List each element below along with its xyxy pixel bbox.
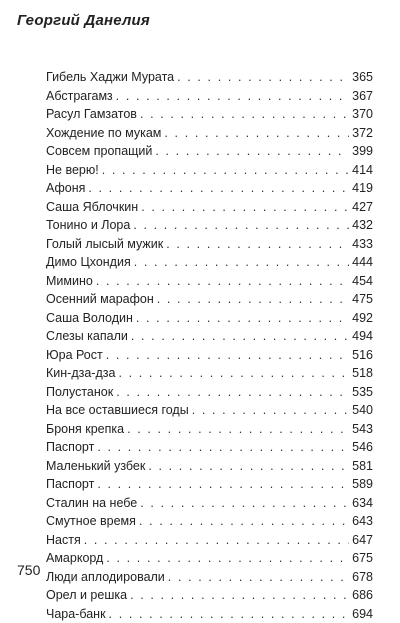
- toc-entry-title: Осенний марафон: [46, 290, 154, 309]
- toc-entry-page: 365: [352, 68, 373, 87]
- toc-entry: [46, 253, 373, 272]
- toc-entry: [46, 216, 373, 235]
- toc-entry: [46, 105, 373, 124]
- toc-entry: [46, 124, 373, 143]
- toc-dot-leader: [136, 309, 349, 328]
- toc-entry-title: Хождение по мукам: [46, 124, 161, 143]
- toc-entry-title: Сталин на небе: [46, 494, 137, 513]
- toc-dot-leader: [106, 549, 349, 568]
- toc-entry-title: Совсем пропащий: [46, 142, 152, 161]
- toc-entry-title: Саша Володин: [46, 309, 133, 328]
- toc-entry-page: 370: [352, 105, 373, 124]
- toc-entry-page: 492: [352, 309, 373, 328]
- toc-entry: [46, 235, 373, 254]
- toc-entry-page: 546: [352, 438, 373, 457]
- toc-entry-page: 516: [352, 346, 373, 365]
- toc-entry: [46, 549, 373, 568]
- toc-entry-page: 581: [352, 457, 373, 476]
- table-of-contents: [46, 68, 373, 623]
- toc-entry-title: Мимино: [46, 272, 93, 291]
- toc-entry-page: 643: [352, 512, 373, 531]
- toc-entry: [46, 142, 373, 161]
- toc-entry-title: Абстрагамз: [46, 87, 113, 106]
- toc-entry-title: Полустанок: [46, 383, 113, 402]
- toc-entry: [46, 475, 373, 494]
- running-head: Георгий Данелия: [17, 12, 150, 29]
- toc-entry: [46, 586, 373, 605]
- toc-entry: [46, 346, 373, 365]
- toc-entry: [46, 179, 373, 198]
- toc-entry-page: 367: [352, 87, 373, 106]
- toc-entry-title: Люди аплодировали: [46, 568, 165, 587]
- toc-dot-leader: [166, 235, 349, 254]
- toc-entry-page: 427: [352, 198, 373, 217]
- toc-entry-title: Афоня: [46, 179, 85, 198]
- toc-dot-leader: [97, 475, 349, 494]
- toc-dot-leader: [140, 494, 349, 513]
- toc-entry: [46, 272, 373, 291]
- toc-entry-page: 444: [352, 253, 373, 272]
- toc-dot-leader: [134, 253, 349, 272]
- toc-entry-page: 686: [352, 586, 373, 605]
- toc-entry-title: Настя: [46, 531, 81, 550]
- toc-entry-title: Слезы капали: [46, 327, 128, 346]
- toc-dot-leader: [131, 327, 349, 346]
- toc-entry-title: Чара-банк: [46, 605, 106, 623]
- toc-dot-leader: [84, 531, 349, 550]
- toc-entry-page: 589: [352, 475, 373, 494]
- toc-entry-title: Гибель Хаджи Мурата: [46, 68, 174, 87]
- toc-entry: [46, 290, 373, 309]
- toc-entry: [46, 327, 373, 346]
- toc-entry-page: 399: [352, 142, 373, 161]
- toc-entry-page: 634: [352, 494, 373, 513]
- toc-entry-page: 432: [352, 216, 373, 235]
- toc-entry-page: 494: [352, 327, 373, 346]
- toc-entry: [46, 401, 373, 420]
- toc-entry: [46, 87, 373, 106]
- toc-entry-page: 675: [352, 549, 373, 568]
- toc-entry: [46, 309, 373, 328]
- toc-entry: [46, 568, 373, 587]
- toc-entry-page: 647: [352, 531, 373, 550]
- toc-dot-leader: [88, 179, 349, 198]
- toc-entry: [46, 605, 373, 623]
- toc-entry: [46, 512, 373, 531]
- toc-dot-leader: [168, 568, 349, 587]
- toc-entry-page: 535: [352, 383, 373, 402]
- toc-dot-leader: [106, 346, 349, 365]
- toc-dot-leader: [177, 68, 349, 87]
- toc-dot-leader: [127, 420, 349, 439]
- toc-entry-page: 372: [352, 124, 373, 143]
- toc-dot-leader: [116, 87, 349, 106]
- toc-dot-leader: [139, 512, 349, 531]
- toc-entry: [46, 68, 373, 87]
- page-number: 750: [17, 562, 40, 578]
- toc-dot-leader: [102, 161, 349, 180]
- toc-dot-leader: [140, 105, 349, 124]
- toc-entry-page: 433: [352, 235, 373, 254]
- toc-entry-title: Кин-дза-дза: [46, 364, 115, 383]
- toc-entry-title: Маленький узбек: [46, 457, 145, 476]
- toc-entry-title: Паспорт: [46, 475, 94, 494]
- toc-dot-leader: [118, 364, 349, 383]
- toc-entry: [46, 383, 373, 402]
- toc-dot-leader: [97, 438, 349, 457]
- toc-dot-leader: [96, 272, 349, 291]
- toc-entry-title: Саша Яблочкин: [46, 198, 138, 217]
- toc-entry-page: 419: [352, 179, 373, 198]
- toc-dot-leader: [155, 142, 349, 161]
- toc-entry-page: 543: [352, 420, 373, 439]
- toc-entry-page: 694: [352, 605, 373, 623]
- toc-entry-page: 540: [352, 401, 373, 420]
- toc-entry: [46, 420, 373, 439]
- toc-entry-title: Расул Гамзатов: [46, 105, 137, 124]
- toc-dot-leader: [109, 605, 350, 623]
- toc-dot-leader: [116, 383, 349, 402]
- toc-entry-title: Амаркорд: [46, 549, 103, 568]
- toc-entry-title: Голый лысый мужик: [46, 235, 163, 254]
- toc-entry: [46, 494, 373, 513]
- toc-dot-leader: [133, 216, 349, 235]
- toc-dot-leader: [148, 457, 349, 476]
- toc-entry: [46, 438, 373, 457]
- toc-entry: [46, 531, 373, 550]
- toc-entry-title: Тонино и Лора: [46, 216, 130, 235]
- toc-entry-title: На все оставшиеся годы: [46, 401, 189, 420]
- toc-dot-leader: [141, 198, 349, 217]
- toc-entry-title: Орел и решка: [46, 586, 127, 605]
- toc-entry-title: Смутное время: [46, 512, 136, 531]
- toc-dot-leader: [130, 586, 349, 605]
- toc-entry-title: Димо Цхондия: [46, 253, 131, 272]
- toc-entry: [46, 198, 373, 217]
- toc-entry-page: 678: [352, 568, 373, 587]
- toc-entry-page: 454: [352, 272, 373, 291]
- toc-entry-title: Юра Рост: [46, 346, 103, 365]
- toc-dot-leader: [192, 401, 349, 420]
- toc-entry-page: 414: [352, 161, 373, 180]
- toc-entry: [46, 364, 373, 383]
- toc-dot-leader: [157, 290, 349, 309]
- toc-entry-title: Броня крепка: [46, 420, 124, 439]
- toc-entry-page: 518: [352, 364, 373, 383]
- toc-entry-title: Не верю!: [46, 161, 99, 180]
- toc-entry: [46, 161, 373, 180]
- toc-dot-leader: [164, 124, 349, 143]
- toc-entry: [46, 457, 373, 476]
- toc-entry-title: Паспорт: [46, 438, 94, 457]
- toc-entry-page: 475: [352, 290, 373, 309]
